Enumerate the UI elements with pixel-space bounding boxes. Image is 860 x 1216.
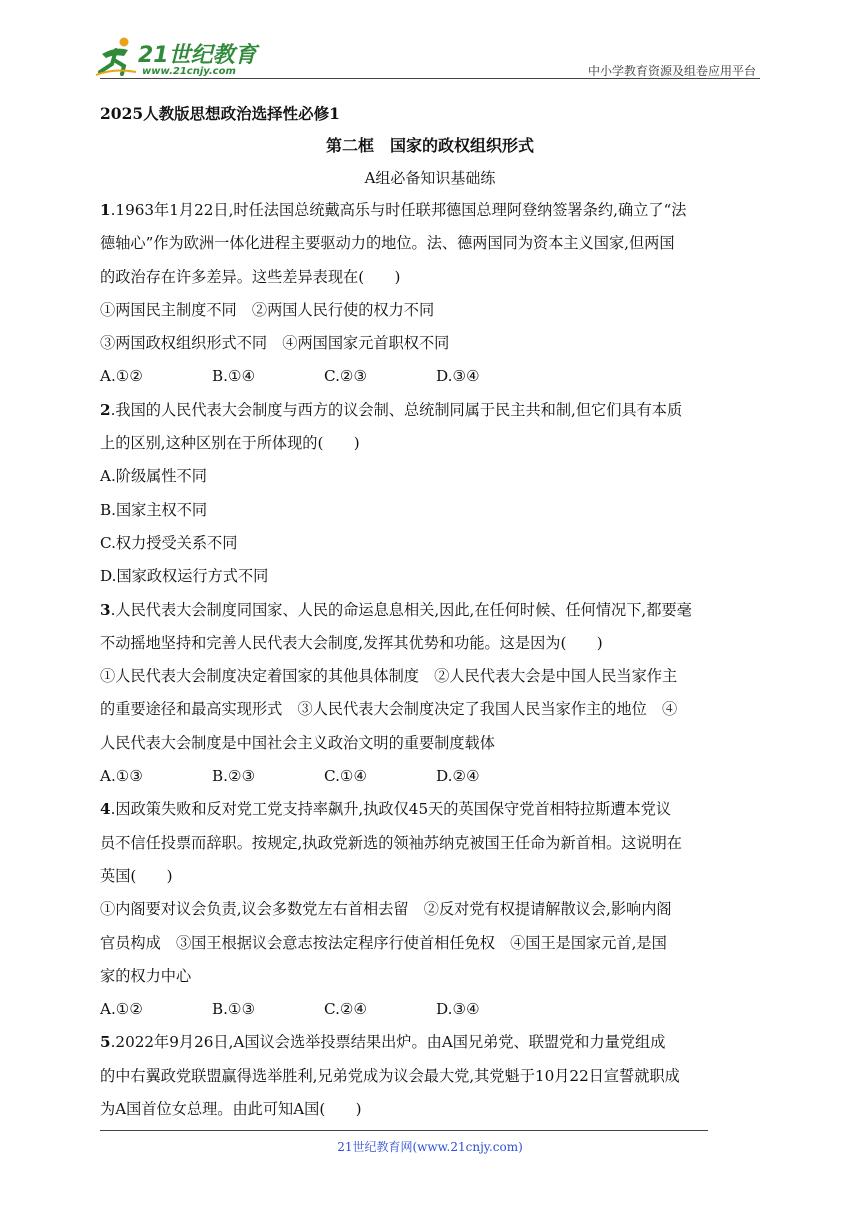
option-c: C.②③ xyxy=(324,367,368,386)
question-stem-line: 5.2022年9月26日,A国议会选举投票结果出炉。由A国兄弟党、联盟党和力量党组成 xyxy=(100,1033,666,1052)
statement-line: 的重要途径和最高实现形式 ③人民代表大会制度决定了我国人民当家作主的地位 ④ xyxy=(100,700,678,719)
subsection-title: A组必备知识基础练 xyxy=(364,169,496,187)
footer-link[interactable]: 21世纪教育网(www.21cnjy.com) xyxy=(337,1140,523,1154)
document-body xyxy=(100,98,760,1126)
question-stem-line: 的中右翼政党联盟赢得选举胜利,兄弟党成为议会最大党,其党魁于10月22日宣誓就职成 xyxy=(100,1066,680,1085)
statement: ③两国政权组织形式不同 ④两国国家元首职权不同 xyxy=(100,334,450,353)
options-row xyxy=(100,360,760,393)
options-row xyxy=(100,993,760,1026)
question-stem-line: 上的区别,这种区别在于所体现的( ) xyxy=(100,434,360,453)
logo xyxy=(94,36,264,80)
option-a: A.①③ xyxy=(100,767,144,786)
option-b: B.①③ xyxy=(212,1000,256,1019)
question-5 xyxy=(100,1026,760,1126)
header-divider xyxy=(100,78,760,79)
question-stem-line: 英国( ) xyxy=(100,866,173,885)
section-title: 第二框 国家的政权组织形式 xyxy=(325,136,534,155)
statement-line: ①内阁要对议会负责,议会多数党左右首相去留 ②反对党有权提请解散议会,影响内阁 xyxy=(100,900,672,919)
statement: ①两国民主制度不同 ②两国人民行使的权力不同 xyxy=(100,300,435,319)
statement-line: 家的权力中心 xyxy=(100,966,192,985)
question-stem-line: 的政治存在许多差异。这些差异表现在( ) xyxy=(100,267,401,286)
question-stem-line: 员不信任投票而辞职。按规定,执政党新选的领袖苏纳克被国王任命为新首相。这说明在 xyxy=(100,833,682,852)
option-a: A.①② xyxy=(100,367,144,386)
question-stem-line: 不动摇地坚持和完善人民代表大会制度,发挥其优势和功能。这是因为( ) xyxy=(100,633,603,652)
statement-line: ①人民代表大会制度决定着国家的其他具体制度 ②人民代表大会是中国人民当家作主 xyxy=(100,667,678,686)
option-d: D.③④ xyxy=(436,1000,480,1019)
option-c: C.②④ xyxy=(324,1000,368,1019)
logo-title: 21世纪教育 xyxy=(138,43,257,68)
option-b: B.国家主权不同 xyxy=(100,500,208,519)
question-stem-line: 4.因政策失败和反对党工党支持率飙升,执政仅45天的英国保守党首相特拉斯遭本党议 xyxy=(100,800,672,819)
options-row xyxy=(100,760,760,793)
question-stem-line: 2.我国的人民代表大会制度与西方的议会制、总统制同属于民主共和制,但它们具有本质 xyxy=(100,400,683,419)
option-a: A.阶级属性不同 xyxy=(100,467,207,486)
question-3 xyxy=(100,594,760,794)
page-header xyxy=(0,0,860,82)
header-tagline: 中小学教育资源及组卷应用平台 xyxy=(587,64,756,78)
option-d: D.②④ xyxy=(436,767,480,786)
question-stem-line: 1.1963年1月22日,时任法国总统戴高乐与时任联邦德国总理阿登纳签署条约,确立了“法 xyxy=(100,201,687,219)
question-2 xyxy=(100,394,760,594)
logo-url: www.21cnjy.com xyxy=(142,66,236,77)
option-a: A.①② xyxy=(100,1000,144,1019)
statement-line: 人民代表大会制度是中国社会主义政治文明的重要制度载体 xyxy=(100,733,495,752)
option-b: B.①④ xyxy=(212,367,256,386)
question-1 xyxy=(100,194,760,394)
option-c: C.①④ xyxy=(324,767,368,786)
document-title: 2025人教版思想政治选择性必修1 xyxy=(100,104,340,123)
question-stem-line: 德轴心”作为欧洲一体化进程主要驱动力的地位。法、德两国同为资本主义国家,但两国 xyxy=(100,234,675,253)
question-stem-line: 3.人民代表大会制度同国家、人民的命运息息相关,因此,在任何时候、任何情况下,都要毫 xyxy=(100,600,692,619)
option-b: B.②③ xyxy=(212,767,256,786)
runner-logo-icon xyxy=(94,36,138,76)
statement-line: 官员构成 ③国王根据议会意志按法定程序行使首相任免权 ④国王是国家元首,是国 xyxy=(100,933,667,952)
option-d: D.③④ xyxy=(436,367,480,386)
footer-divider xyxy=(100,1130,708,1131)
option-c: C.权力授受关系不同 xyxy=(100,533,238,552)
question-stem-line: 为A国首位女总理。由此可知A国( ) xyxy=(100,1100,362,1119)
option-d: D.国家政权运行方式不同 xyxy=(100,567,269,586)
question-4 xyxy=(100,793,760,1026)
